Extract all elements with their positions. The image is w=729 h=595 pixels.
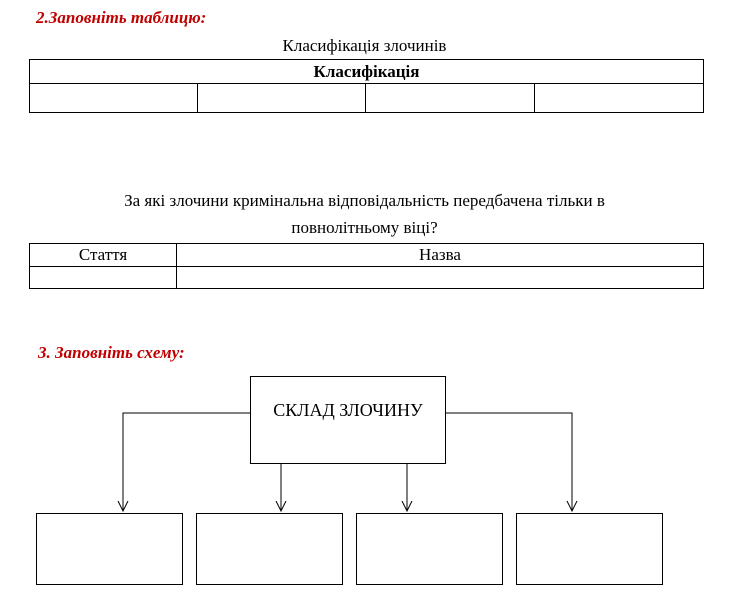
element-box-1[interactable] (36, 513, 183, 585)
element-box-4[interactable] (516, 513, 663, 585)
task-3-heading: 3. Заповніть схему: (38, 343, 185, 362)
crime-composition-label: СКЛАД ЗЛОЧИНУ (273, 400, 423, 420)
connector-left (123, 413, 250, 511)
connector-right (446, 413, 572, 511)
question-line-1: За які злочини кримінальна відповідальність передбачена тільки в (124, 191, 605, 210)
crime-composition-box (250, 376, 446, 464)
classification-header: Класифікація (30, 60, 704, 84)
table-1-caption: Класифікація злочинів (282, 36, 447, 55)
question-line-2: повнолітньому віці? (291, 218, 438, 237)
element-box-2[interactable] (196, 513, 343, 585)
element-box-3[interactable] (356, 513, 503, 585)
article-column-header: Стаття (30, 244, 177, 267)
name-column-header: Назва (177, 244, 704, 267)
task-2-heading: 2.Заповніть таблицю: (36, 8, 207, 27)
